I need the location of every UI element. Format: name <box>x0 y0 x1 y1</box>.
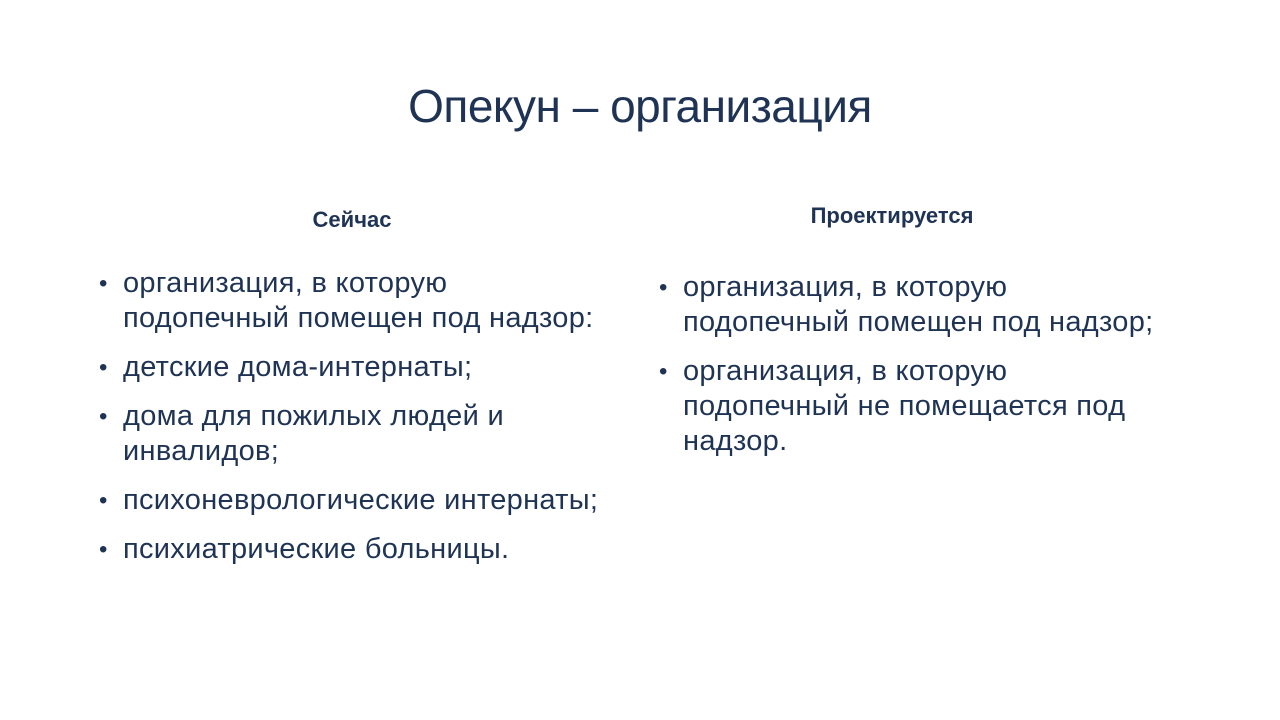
list-item <box>97 532 607 567</box>
column-heading-planned: Проектируется <box>810 203 974 228</box>
list-item-text: организация, в которую подопечный помещен под надзор; <box>683 271 1154 338</box>
column-current <box>97 200 607 581</box>
bullet-icon: • <box>99 354 108 381</box>
bullet-list-planned <box>657 270 1167 459</box>
list-item <box>657 270 1167 340</box>
list-item-text: психоневрологические интернаты; <box>123 484 599 516</box>
list-item-text: организация, в которую подопечный не помещается под надзор. <box>683 355 1126 457</box>
list-item-text: психиатрические больницы. <box>123 533 510 565</box>
list-item <box>657 354 1167 459</box>
list-item <box>97 350 607 385</box>
column-planned <box>657 196 1167 473</box>
slide-title: Опекун – организация <box>408 80 872 132</box>
list-item <box>97 399 607 469</box>
bullet-icon: • <box>659 274 668 301</box>
bullet-icon: • <box>99 536 108 563</box>
bullet-icon: • <box>99 487 108 514</box>
bullet-icon: • <box>99 403 108 430</box>
bullet-icon: • <box>659 358 668 385</box>
list-item <box>97 266 607 336</box>
list-item-text: дома для пожилых людей и инвалидов; <box>123 400 504 467</box>
column-heading-current: Сейчас <box>312 207 392 232</box>
list-item <box>97 483 607 518</box>
list-item-text: детские дома-интернаты; <box>123 351 473 383</box>
list-item-text: организация, в которую подопечный помещен под надзор: <box>123 267 594 334</box>
bullet-icon: • <box>99 270 108 297</box>
bullet-list-current <box>97 266 607 567</box>
